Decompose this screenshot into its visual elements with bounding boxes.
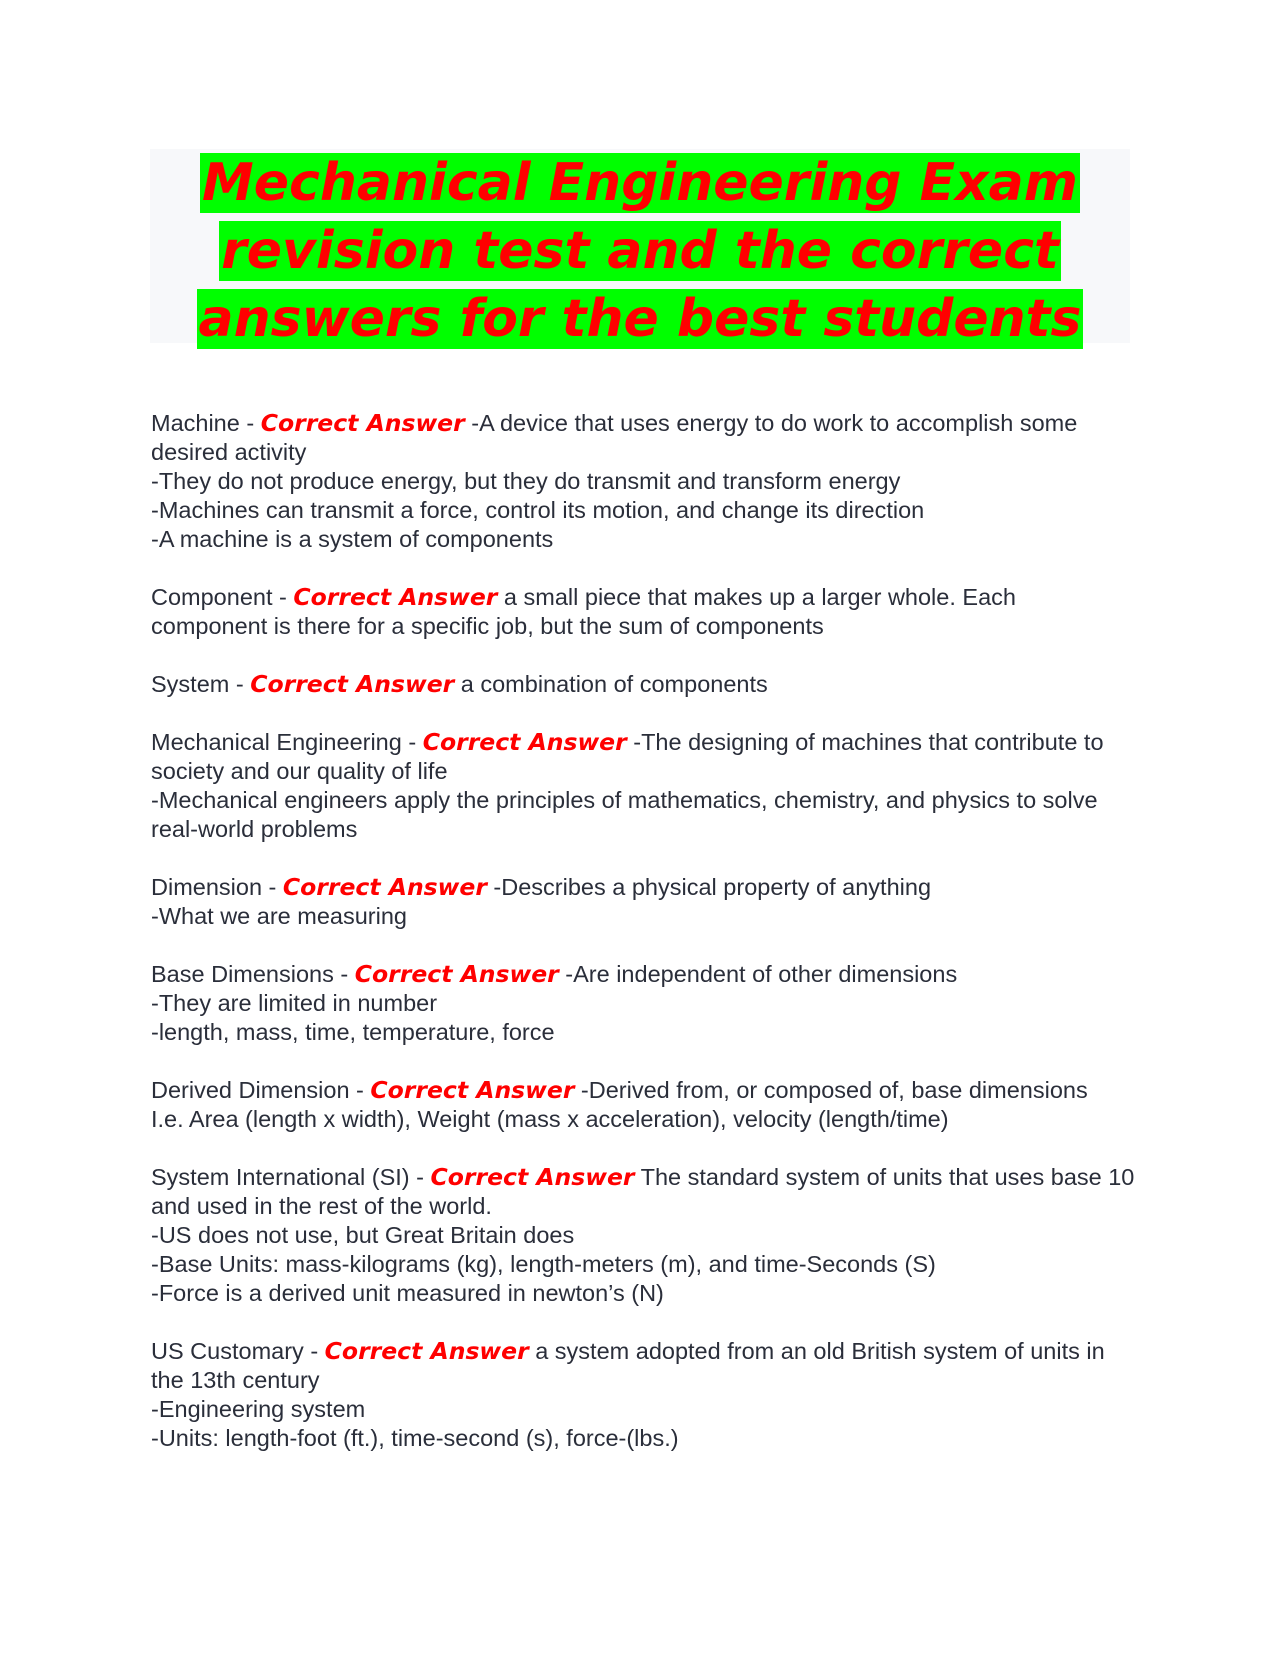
definition: -The designing of machines that contribute to society and our quality of life <box>151 729 1104 784</box>
definition: -Are independent of other dimensions <box>558 961 958 987</box>
definition-line: -They are limited in number <box>151 990 438 1016</box>
definition: a system adopted from an old British system of units in the 13th century <box>151 1338 1105 1393</box>
term: System - <box>151 671 251 697</box>
definition-entry <box>151 728 1136 844</box>
correct-answer-label: Correct Answer <box>354 960 559 988</box>
definition-entry <box>151 960 1136 1047</box>
correct-answer-label: Correct Answer <box>422 728 627 756</box>
definition-entry <box>151 1163 1136 1308</box>
definition-entry <box>151 1337 1136 1453</box>
correct-answer-label: Correct Answer <box>250 670 455 698</box>
definition-line: -Units: length-foot (ft.), time-second (s), force-(lbs.) <box>151 1425 679 1451</box>
definition-line: -Base Units: mass-kilograms (kg), length-meters (m), and time-Seconds (S) <box>151 1251 936 1277</box>
definition-line: I.e. Area (length x width), Weight (mass x acceleration), velocity (length/time) <box>151 1106 949 1132</box>
term: Mechanical Engineering - <box>151 729 423 755</box>
definition-entry <box>151 583 1136 641</box>
term: Base Dimensions - <box>151 961 355 987</box>
correct-answer-label: Correct Answer <box>324 1337 529 1365</box>
term: Machine - <box>151 410 261 436</box>
term: Component - <box>151 584 294 610</box>
definition-line: -What we are measuring <box>151 903 407 929</box>
definition-entry <box>151 873 1136 931</box>
definition-entry <box>151 670 1136 699</box>
definition-line: -Engineering system <box>151 1396 366 1422</box>
definitions-list <box>151 409 1136 1482</box>
definition-line: -Mechanical engineers apply the principles of mathematics, chemistry, and physics to solve real-world problems <box>151 787 1098 842</box>
definition: a combination of components <box>454 671 768 697</box>
term: Dimension - <box>151 874 283 900</box>
correct-answer-label: Correct Answer <box>370 1076 575 1104</box>
term: Derived Dimension - <box>151 1077 371 1103</box>
definition-line: -Machines can transmit a force, control its motion, and change its direction <box>151 497 925 523</box>
correct-answer-label: Correct Answer <box>282 873 487 901</box>
definition-entry <box>151 1076 1136 1134</box>
term: US Customary - <box>151 1338 325 1364</box>
definition-line: -A machine is a system of components <box>151 526 554 552</box>
definition-line: -US does not use, but Great Britain does <box>151 1222 575 1248</box>
title-line-2: revision test and the correct <box>221 221 1059 281</box>
definition: -A device that uses energy to do work to accomplish some desired activity <box>151 410 1078 465</box>
definition: -Derived from, or composed of, base dimensions <box>574 1077 1088 1103</box>
title-line-1: Mechanical Engineering Exam <box>202 153 1078 213</box>
definition: The standard system of units that uses base 10 and used in the rest of the world. <box>151 1164 1135 1219</box>
definition-line: -They do not produce energy, but they do transmit and transform energy <box>151 468 901 494</box>
definition: -Describes a physical property of anything <box>486 874 932 900</box>
term: System International (SI) - <box>151 1164 431 1190</box>
definition-entry <box>151 409 1136 554</box>
correct-answer-label: Correct Answer <box>293 583 498 611</box>
definition: a small piece that makes up a larger whole. Each component is there for a specific job, but the sum of components <box>151 584 1016 639</box>
correct-answer-label: Correct Answer <box>260 409 465 437</box>
definition-line: -length, mass, time, temperature, force <box>151 1019 555 1045</box>
title-line-3: answers for the best students <box>198 289 1082 349</box>
document-title <box>150 149 1130 349</box>
definition-line: -Force is a derived unit measured in newton’s (N) <box>151 1280 664 1306</box>
correct-answer-label: Correct Answer <box>430 1163 635 1191</box>
